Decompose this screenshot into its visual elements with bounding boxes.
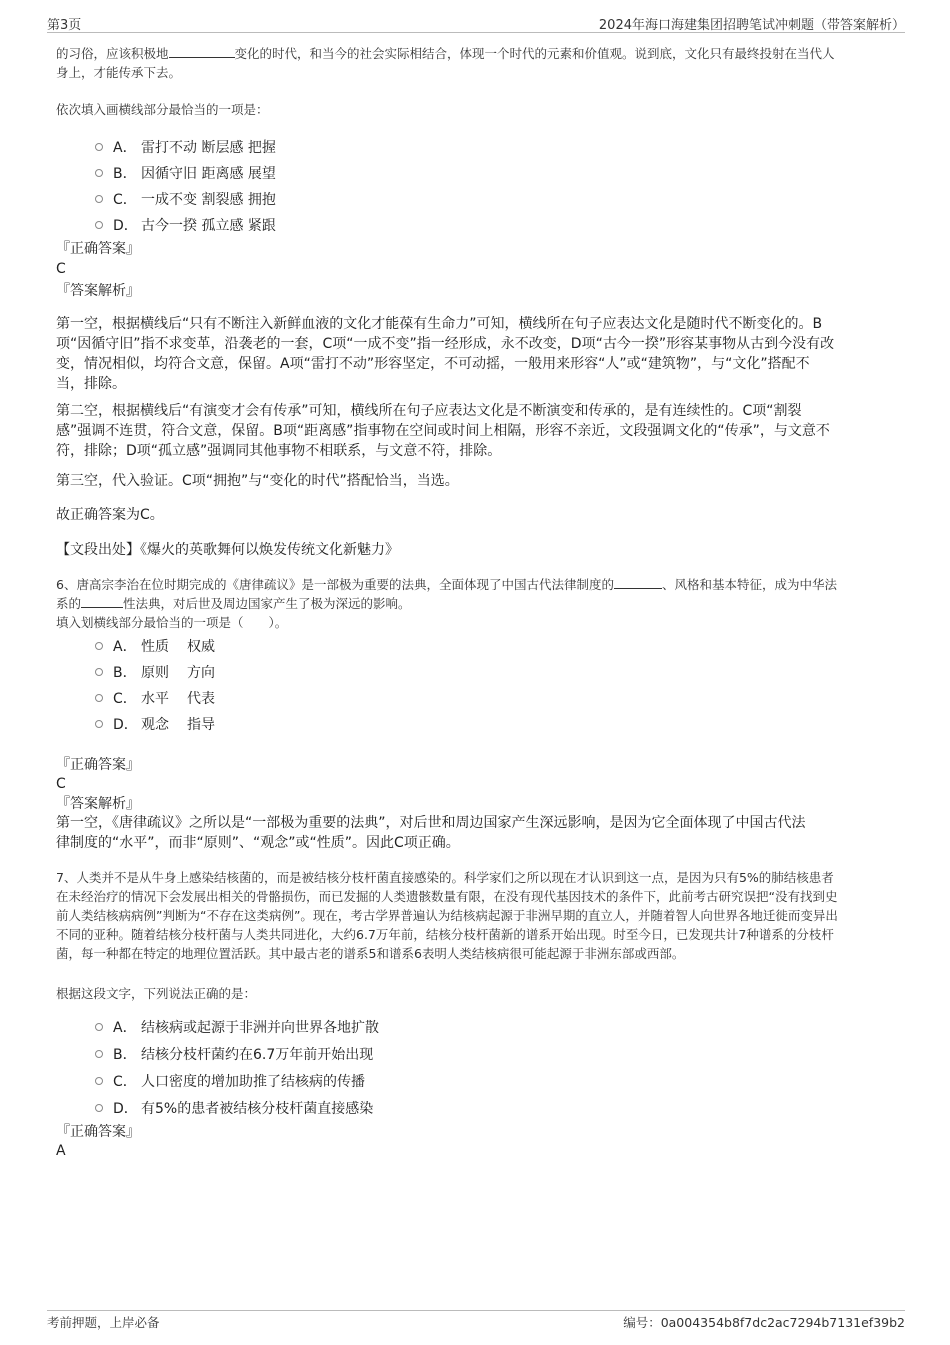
q6-stem: 6、唐高宗李治在位时期完成的《唐律疏议》是一部极为重要的法典，全面体现了中国古代法律制度的 、风格和基本特征，成为中华法 系的 性法典，对后世及周边国家产生了极为深远的影响。 填入划横线部分最恰当的一项是（ ）。	[56, 577, 837, 630]
q5-analysis-para-4: 故正确答案为C。	[56, 507, 164, 523]
q5-passage-continuation: 的习俗，应该积极地 变化的时代，和当今的社会实际相结合，体现一个时代的元素和价值观。说到底，文化只有最终投射在当代人 身上，才能传承下去。	[56, 46, 835, 80]
q7-answer-label: 『正确答案』	[56, 1124, 140, 1140]
blank-line	[169, 57, 235, 58]
radio-icon[interactable]	[95, 720, 103, 728]
radio-icon[interactable]	[95, 195, 103, 203]
option-d[interactable]: D． 观念 指导	[95, 711, 215, 737]
q7-prompt: 根据这段文字，下列说法正确的是：	[56, 986, 257, 1001]
radio-icon[interactable]	[95, 1050, 103, 1058]
header-divider	[47, 32, 905, 33]
option-d[interactable]: D． 有5%的患者被结核分枝杆菌直接感染	[95, 1094, 379, 1121]
q6-answer: C	[56, 776, 66, 792]
blank-line	[614, 588, 662, 589]
document-id: 编号：0a004354b8f7dc2ac7294b7131ef39b2	[623, 1315, 905, 1330]
option-a[interactable]: A． 性质 权威	[95, 633, 215, 659]
radio-icon[interactable]	[95, 642, 103, 650]
q5-answer: C	[56, 261, 66, 277]
option-c[interactable]: C． 水平 代表	[95, 685, 215, 711]
option-b[interactable]: B． 原则 方向	[95, 659, 215, 685]
radio-icon[interactable]	[95, 1023, 103, 1031]
q5-source: 【文段出处】《爆火的英歌舞何以焕发传统文化新魅力》	[56, 542, 399, 558]
radio-icon[interactable]	[95, 169, 103, 177]
page-header	[47, 14, 905, 32]
q6-answer-label: 『正确答案』	[56, 757, 140, 773]
radio-icon[interactable]	[95, 221, 103, 229]
option-b[interactable]: B． 因循守旧 距离感 展望	[95, 160, 276, 186]
option-b[interactable]: B． 结核分枝杆菌约在6.7万年前开始出现	[95, 1040, 379, 1067]
q6-analysis: 第一空，《唐律疏议》之所以是“一部极为重要的法典”，对后世和周边国家产生深远影响，是因为它全面体现了中国古代法 律制度的“水平”，而非“原则”、“观念”或“性质”。因此C项正确。	[56, 815, 806, 851]
radio-icon[interactable]	[95, 694, 103, 702]
q6-options	[95, 633, 215, 737]
option-a[interactable]: A． 结核病或起源于非洲并向世界各地扩散	[95, 1013, 379, 1040]
q5-analysis-para-3: 第三空，代入验证。C项“拥抱”与“变化的时代”搭配恰当，当选。	[56, 473, 459, 489]
q7-passage: 7、人类并不是从牛身上感染结核菌的，而是被结核分枝杆菌直接感染的。科学家们之所以现在才认识到这一点，是因为只有5%的肺结核患者 在未经治疗的情况下会发展出相关的骨骼损伤，而已发掘的人类遗骸数量有限，在没有现代基因技术的条件下，此前考古研究误把“没有找到史 前人类结核病病例”判断为“不存在这类病例”。现在，考古学界普遍认为结核病起源于非洲早期的直立人，并随着智人向世界各地迁徙而变异出 不同的亚种。随着结核分枝杆菌与人类共同进化，大约6.7万年前，结核分枝杆菌新的谱系开始出现。时至今日，已发现共计7种谱系的分枝杆 菌，每一种都在特定的地理位置活跃。其中最古老的谱系5和谱系6表明人类结核病很可能起源于非洲东部或西部。	[56, 870, 838, 961]
option-d[interactable]: D． 古今一揆 孤立感 紧跟	[95, 212, 276, 238]
q5-analysis-para-2: 第二空，根据横线后“有演变才会有传承”可知，横线所在句子应表达文化是不断演变和传承的，是有连续性的。C项“割裂 感”强调不连贯，符合文意，保留。B项“距离感”指事物在空间或时间上相隔，形容不亲近，文段强调文化的“传承”，与文意不 符，排除；D项“孤立感”强调同其他事物不相联系，与文意不符，排除。	[56, 403, 830, 459]
q5-prompt: 依次填入画横线部分最恰当的一项是：	[56, 102, 269, 117]
blank-line	[81, 607, 123, 608]
radio-icon[interactable]	[95, 143, 103, 151]
radio-icon[interactable]	[95, 1104, 103, 1112]
q5-answer-label: 『正确答案』	[56, 241, 140, 257]
q5-options	[95, 134, 276, 238]
option-a[interactable]: A． 雷打不动 断层感 把握	[95, 134, 276, 160]
q7-options	[95, 1013, 379, 1121]
radio-icon[interactable]	[95, 1077, 103, 1085]
footer-divider	[47, 1310, 905, 1311]
option-c[interactable]: C． 人口密度的增加助推了结核病的传播	[95, 1067, 379, 1094]
q7-answer: A	[56, 1143, 66, 1159]
document-title: 2024年海口海建集团招聘笔试冲刺题（带答案解析）	[598, 18, 905, 33]
q5-analysis-para-1: 第一空，根据横线后“只有不断注入新鲜血液的文化才能葆有生命力”可知，横线所在句子应表达文化是随时代不断变化的。B 项“因循守旧”指不求变革，沿袭老的一套，C项“一成不变”指一经形成，永不改变，D项“古今一揆”形容某事物从古到今没有改 变，情况相似，均符合文意，保留。A项“雷打不动”形容坚定，不可动摇，一般用来形容“人”或“建筑物”，与“文化”搭配不 当，排除。	[56, 316, 835, 392]
option-c[interactable]: C． 一成不变 割裂感 拥抱	[95, 186, 276, 212]
q5-analysis-label: 『答案解析』	[56, 283, 140, 299]
q6-analysis-label: 『答案解析』	[56, 796, 140, 812]
page-footer	[47, 1313, 905, 1331]
page-number: 第3页	[47, 18, 82, 33]
footer-slogan: 考前押题，上岸必备	[47, 1315, 160, 1330]
radio-icon[interactable]	[95, 668, 103, 676]
